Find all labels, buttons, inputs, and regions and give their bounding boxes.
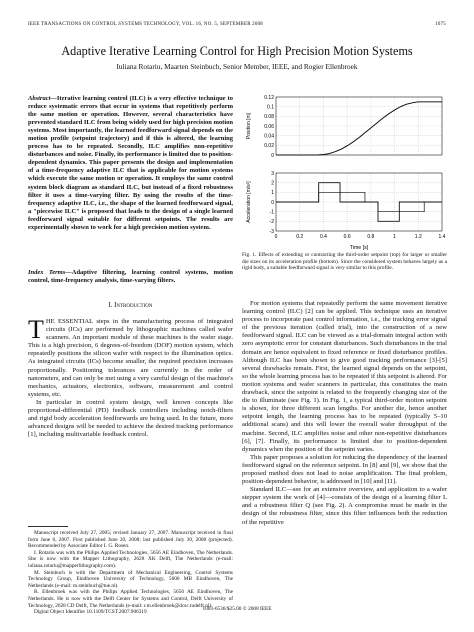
y-tick-label: 0.02 (264, 143, 274, 150)
figure-1 (242, 91, 447, 253)
footnote: M. Steinbuch is with the Department of Mechanical Engineering, Control Systems Technology Group, Eindhoven University of Technology, 5600 MB Eindhoven, The Netherlands (e-mail: m.steinbuch@tue.nl). (28, 569, 233, 589)
journal-name: IEEE TRANSACTIONS ON CONTROL SYSTEMS TECHNOLOGY, VOL. 16, NO. 5, SEPTEMBER 2008 (28, 22, 263, 27)
footnote: Manuscript received July 27, 2005; revised January 27, 2007. Manuscript received in final form June 6, 2007. First published June 20, 2008; last published July 30, 2008 (projected). Recommended by Associate Editor I. G. Rosen. (28, 530, 233, 550)
footnote: Digital Object Identifier 10.1109/TCST.2007.906319 (34, 609, 147, 616)
y-tick-label: 0 (271, 199, 274, 206)
right-paragraph-2: This paper proposes a solution for reducing the dependency of the learned feedforward signal on the reference setpoint. In [8] and [9], we show that the proposed method does not lead to noise amplification. The final problem, position-dependent behavior, is addressed in [10] and [11]. (242, 453, 447, 486)
abstract-label: Abstract— (28, 95, 57, 102)
x-tick-label: 0.6 (343, 234, 351, 240)
footnote: R. Ellenbroek was with the Philips Applied Technologies, 5656 AE Eindhoven, The Netherlands. He is now with the Delft Center for Systems and Control, Delft University of Technology, 2628 CD Delft, The Netherlands (e-mail: r.m.ellenbroek@dcsc.tudelft.nl). (28, 589, 233, 609)
figure-plot (242, 91, 447, 253)
drop-cap: T (28, 315, 44, 344)
y-tick-label: -2 (269, 219, 274, 226)
right-paragraph-1: For motion systems that repeatedly perform the same movement iterative learning control (ILC) [2] can be applied. This technique uses an iterative process to incorporate past control information, i.e., the tracking error signal of the previous iteration (called trial), into the construction of a new feedforward signal. ILC can be viewed as a trial-domain integral action with zero asymptotic error for constant disturbances. Such disturbances in the trial domain are hence equivalent to fixed reference or fixed disturbance profiles. Although ILC has been shown to give good tracking performance [3]-[5] several drawbacks remain. First, the learned signal depends on the setpoint, so the whole learning process has to be repeated if this setpoint is altered. For motion systems and wafer scanners in particular, this constitutes the main drawback, since the setpoint is related to the frequently changing size of the die to illuminate (see Fig. 1). In Fig. 1, a typical third-order motion setpoint is shown, for three different scan lengths. For another die, hence another setpoint length, the learning process has to be repeated (typically 5–10 additional scans) and this will lower the overall wafer throughput of the machine. Second, ILC amplifies noise and other non-repetitive disturbances [6], [7]. Finally, its performance is limited due to position-dependent dynamics when the position of the setpoint varies. (242, 300, 447, 453)
footnote: I. Rotariu was with the Philips Applied Technologies, 5656 AE Eindhoven, The Netherlands. She is now with the Mapper Lithography, 2628 XK Delft, The Netherlands (e-mail: iuliana.rotariu@mapperlithography.com). (28, 549, 233, 569)
y-axis-label: Acceleration [m/s²] (246, 181, 252, 223)
series-line (276, 102, 442, 155)
page-number: 1075 (435, 22, 446, 27)
y-tick-label: 0.06 (264, 123, 274, 130)
paper-title: Adaptive Iterative Learning Control for High Precision Motion Systems (61, 44, 413, 58)
y-tick-label: 0.04 (264, 133, 274, 140)
intro-paragraph-2: In particular in control system design, well known concepts like proportional-differential (PD) feedback controllers including notch-filters and rigid body acceleration feedforwards are being used. In the future, more advanced designs will be needed to achieve the desired tracking performance [1], including multivariable feedback control. (28, 398, 233, 439)
index-terms-label: Index Terms— (28, 269, 72, 276)
x-tick-label: 1.4 (438, 234, 446, 240)
body-text-right (242, 300, 447, 527)
y-axis-label: Position [m] (246, 112, 252, 140)
x-tick-label: 1 (393, 234, 396, 240)
figure-caption: Fig. 1. Effects of extending or contracting the third-order setpoint (top) for larger or smaller die sizes on its acceleration profile (bottom). Since the considered system behaves largely as a rigid body, a suitable feedforward signal is very similar to this profile. (242, 252, 447, 272)
right-paragraph-3: Standard ILC—see for an extensive overview, and application to a wafer stepper system the work of [4]—consists of the design of a learning filter L and a robustness filter Q (see Fig. 2). A compromise must be made in the design of the robustness filter, since this filter influences both the reduction of the repetitive (242, 486, 447, 526)
footnote-rule (28, 526, 68, 527)
y-tick-label: -3 (269, 228, 274, 235)
index-terms (28, 269, 233, 285)
section-heading: I. Introduction (108, 302, 153, 309)
y-tick-label: 1 (271, 190, 274, 197)
x-tick-label: 1.2 (414, 234, 422, 240)
series-line (276, 102, 442, 155)
x-axis-label: Time [s] (349, 245, 369, 251)
y-tick-label: 0.08 (264, 114, 274, 121)
y-tick-label: -1 (269, 209, 274, 216)
y-tick-label: 0.1 (267, 104, 274, 111)
intro-text (28, 315, 233, 439)
y-tick-label: 3 (271, 170, 274, 177)
copyright-line: 1063-6536/$25.00 © 2008 IEEE (202, 606, 272, 612)
y-tick-label: 0 (271, 152, 274, 159)
y-tick-label: 0.12 (264, 94, 274, 101)
x-tick-label: 0.8 (367, 234, 375, 240)
authors: Iuliana Rotariu, Maarten Steinbuch, Senior Member, IEEE, and Rogier Ellenbroek (116, 62, 358, 71)
abstract-text: Iterative learning control (ILC) is a very effective technique to reduce systematic errors that occur in systems that repetitively perform the same motion or operation. However, several characteristics have prevented standard ILC from being widely used for high precision motion systems. Most importantly, the learned feedforward signal depends on the motion profile (setpoint trajectory) and if this is altered, the learning process has to be repeated. Secondly, ILC amplifies non-repetitive disturbances and noise. Finally, its performance is limited due to position-dependent dynamics. This paper presents the design and implementation of a time-frequency adaptive ILC that is applicable for motion systems which execute the same motion or operation. It employs the same control system block diagram as standard ILC, but instead of a fixed robustness filter it uses a time-varying filter. By using the results of the time-frequency adaptive ILC, i.e., the shape of the learned feedforward signal, a "piecewise ILC" is proposed that leads to the design of a single learned feedforward signal suitable for different setpoints. The results are experimentally shown to work for a high precision motion system. (28, 95, 234, 231)
y-tick-label: 2 (271, 180, 274, 187)
x-tick-label: 0.4 (319, 234, 327, 240)
x-tick-label: 0.2 (296, 234, 304, 240)
x-tick-label: 0 (274, 234, 278, 240)
intro-paragraph-1: HE ESSENTIAL steps in the manufacturing process of integrated circuits (ICs) are performed by lithographic machines called wafer scanners. An important module of these machines is the wafer stage. This is a high precision, 6 degrees-of-freedom (DOF) motion system, which repeatedly positions the silicon wafer with respect to the illumination optics. As integrated circuits (ICs) become smaller, the required precision increases proportionally. Positioning tolerances are currently in the order of nanometers, and can only be met using a very careful design of the machine's mechanics, actuators, electronics, software, measurement and control systems, etc. (28, 318, 233, 398)
abstract (28, 95, 233, 232)
index-terms-text: Adaptive filtering, learning control systems, motion control, time-frequency analysis, time-varying filters. (28, 269, 233, 285)
footnotes (28, 530, 233, 616)
